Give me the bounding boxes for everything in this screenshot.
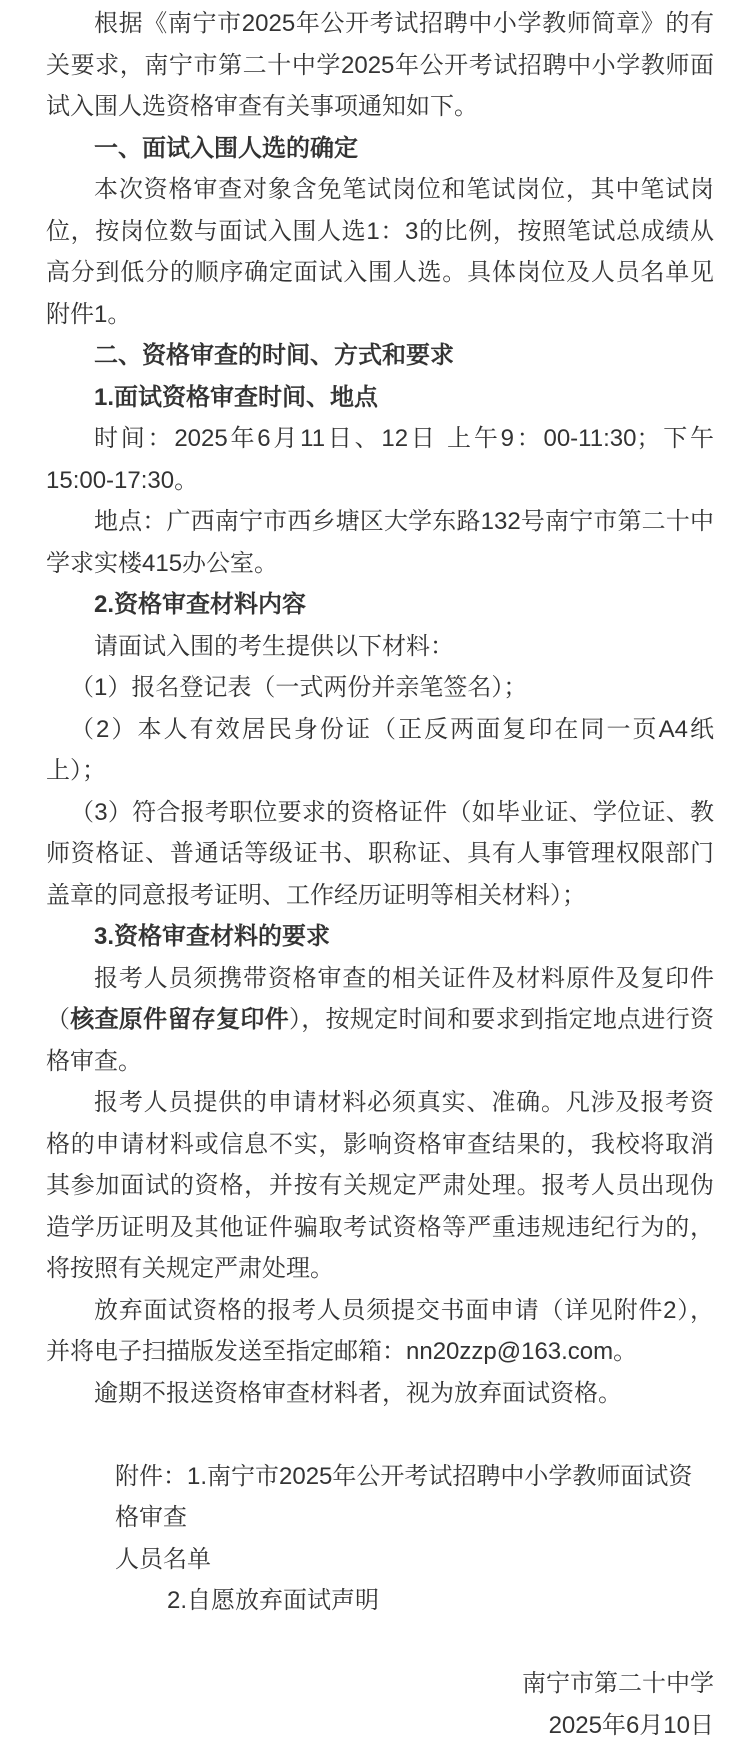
material-item-2: （2）本人有效居民身份证（正反两面复印在同一页A4纸上）；: [46, 709, 714, 792]
requirement-text-pre: 报考人员须携带资格审查的相关证件及材料原件及复印件（: [46, 965, 714, 1034]
attachment-line-2: 人员名单: [46, 1539, 714, 1581]
waiver-paragraph: 放弃面试资格的报考人员须提交书面申请（详见附件2），并将电子扫描版发送至指定邮箱：nn20zzp@163.com。: [46, 1290, 714, 1373]
section-2-2-heading: 2.资格审查材料内容: [46, 584, 714, 626]
blank-gap: [46, 1622, 714, 1664]
material-item-3: （3）符合报考职位要求的资格证件（如毕业证、学位证、教师资格证、普通话等级证书、职称证、具有人事管理权限部门盖章的同意报考证明、工作经历证明等相关材料）；: [46, 792, 714, 917]
attachment-line-1: 附件：1.南宁市2025年公开考试招聘中小学教师面试资格审查: [46, 1456, 714, 1539]
material-item-1: （1）报名登记表（一式两份并亲笔签名）；: [46, 667, 714, 709]
requirement-paragraph: [46, 958, 714, 1083]
section-2-heading: 二、资格审查的时间、方式和要求: [46, 335, 714, 377]
review-place-paragraph: 地点：广西南宁市西乡塘区大学东路132号南宁市第二十中学求实楼415办公室。: [46, 501, 714, 584]
section-1-heading: 一、面试入围人选的确定: [46, 128, 714, 170]
signature-org: 南宁市第二十中学: [46, 1663, 714, 1705]
signature-date: 2025年6月10日: [46, 1705, 714, 1746]
materials-intro-paragraph: 请面试入围的考生提供以下材料：: [46, 626, 714, 668]
section-1-body: 本次资格审查对象含免笔试岗位和笔试岗位，其中笔试岗位，按岗位数与面试入围人选1：3的比例，按照笔试总成绩从高分到低分的顺序确定面试入围人选。具体岗位及人员名单见附件1。: [46, 169, 714, 335]
intro-paragraph: 根据《南宁市2025年公开考试招聘中小学教师简章》的有关要求，南宁市第二十中学2025年公开考试招聘中小学教师面试入围人选资格审查有关事项通知如下。: [46, 3, 714, 128]
overdue-paragraph: 逾期不报送资格审查材料者，视为放弃面试资格。: [46, 1373, 714, 1415]
section-2-1-heading: 1.面试资格审查时间、地点: [46, 377, 714, 419]
review-time-paragraph: 时间：2025年6月11日、12日 上午9：00-11:30；下午15:00-17:30。: [46, 418, 714, 501]
requirement-text-bold: 核查原件留存复印件: [70, 1006, 289, 1033]
section-2-3-heading: 3.资格审查材料的要求: [46, 916, 714, 958]
blank-gap: [46, 1414, 714, 1456]
requirement-text-post: ），按规定时间和要求到指定地点进行资格审查。: [46, 1006, 714, 1075]
truthfulness-paragraph: 报考人员提供的申请材料必须真实、准确。凡涉及报考资格的申请材料或信息不实，影响资格审查结果的，我校将取消其参加面试的资格，并按有关规定严肃处理。报考人员出现伪造学历证明及其他证件骗取考试资格等严重违规违纪行为的，将按照有关规定严肃处理。: [46, 1082, 714, 1290]
attachment-line-3: 2.自愿放弃面试声明: [46, 1580, 714, 1622]
